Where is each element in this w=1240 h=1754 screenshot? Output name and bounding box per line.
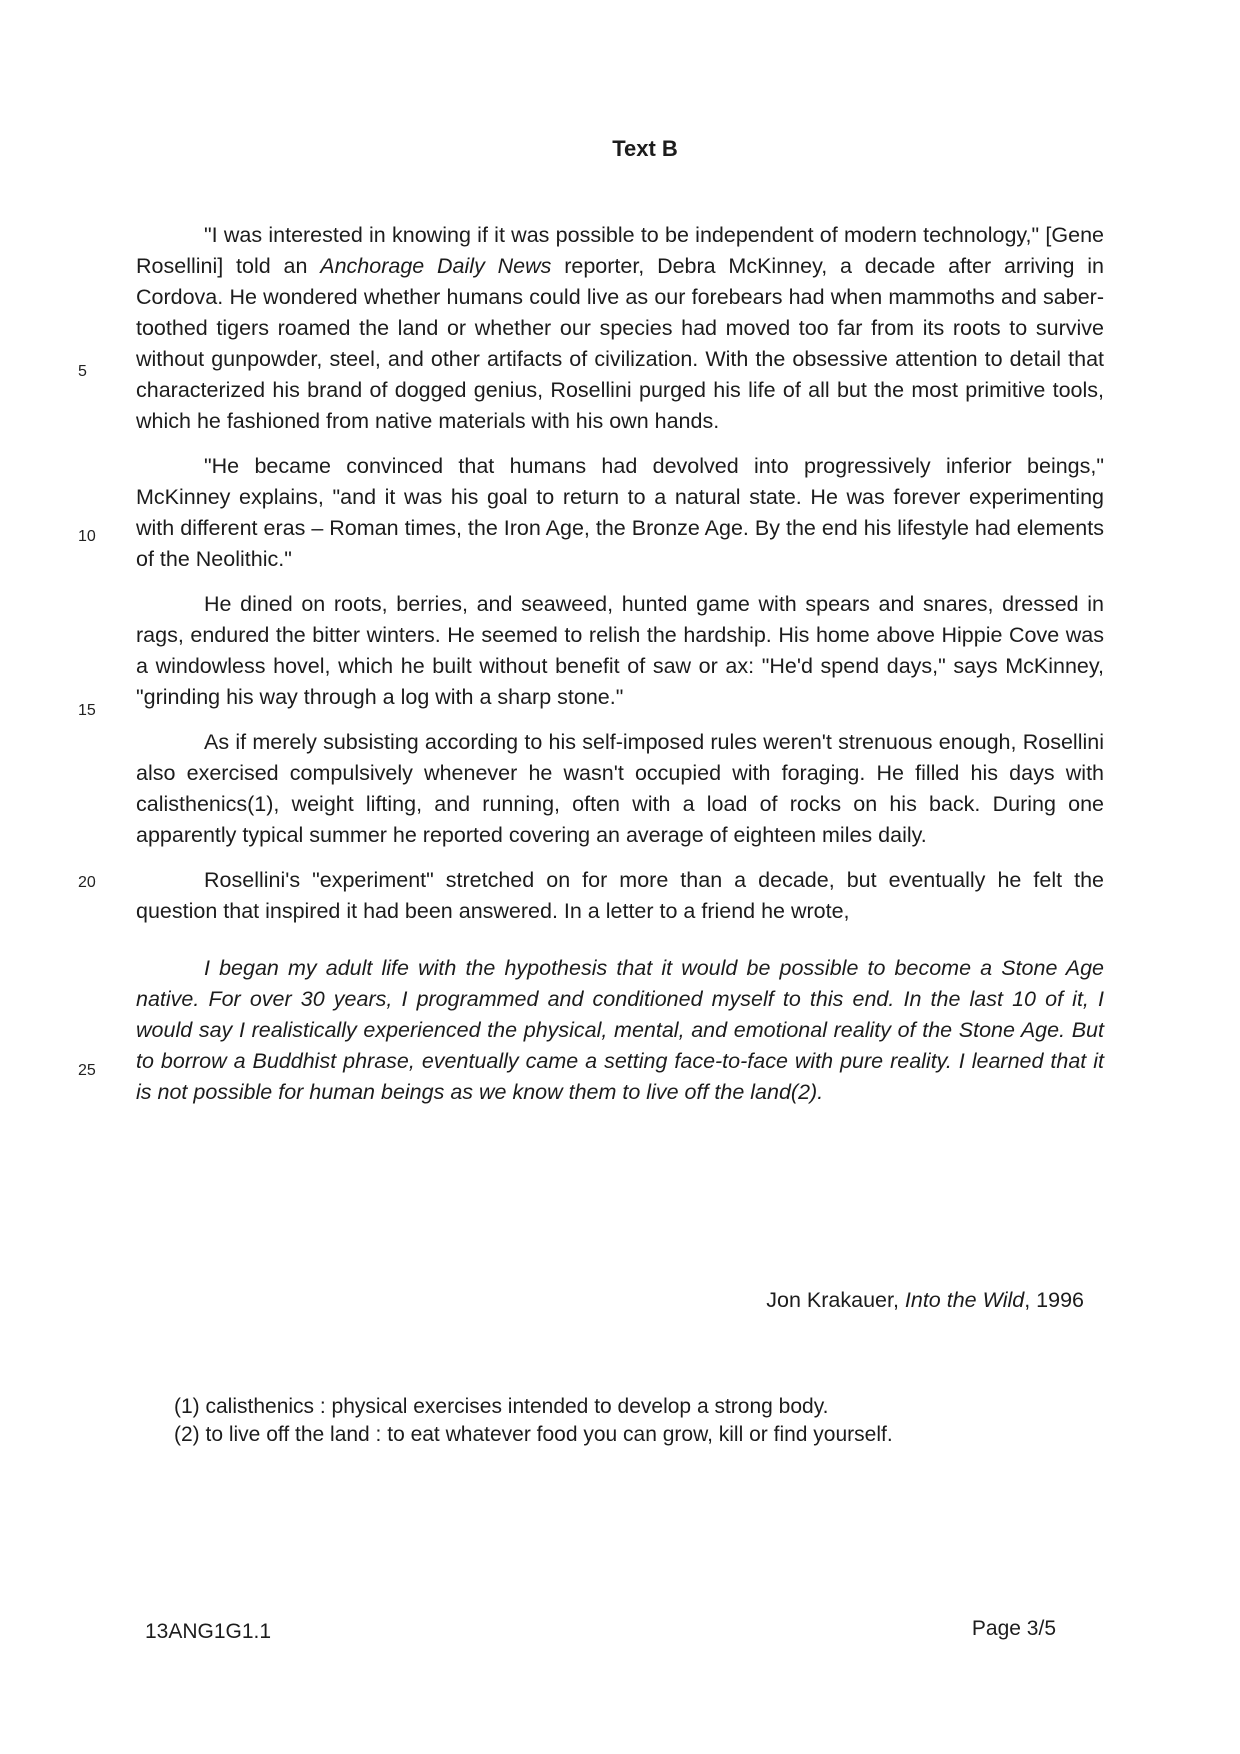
paragraph-text: "I was interested in knowing if it was possible to be independent of modern technology," [Gene Rosellini] told an bbox=[136, 223, 1104, 278]
paragraph-text: Rosellini's "experiment" stretched on for more than a decade, but eventually he felt the question that inspired it had been answered. In a letter to a friend he wrote, bbox=[136, 868, 1104, 923]
paragraph-1 bbox=[136, 220, 1104, 437]
page-number: Page 3/5 bbox=[971, 1617, 1056, 1640]
line-number: 20 bbox=[78, 874, 96, 891]
citation-year: , 1996 bbox=[1024, 1288, 1084, 1312]
line-number: 10 bbox=[78, 528, 96, 545]
paragraph-text: He dined on roots, berries, and seaweed, hunted game with spears and snares, dressed in rags, endured the bitter winters. He seemed to relish the hardship. His home above Hippie Cove was a windowless hovel, which he built without benefit of saw or ax: "He'd spend days," says McKinney, "grinding his way through a log with a sharp stone." bbox=[136, 592, 1104, 709]
paragraph-4 bbox=[136, 727, 1104, 851]
line-number: 5 bbox=[78, 363, 87, 380]
newspaper-title: Anchorage Daily News bbox=[320, 254, 552, 278]
footnotes bbox=[174, 1393, 893, 1449]
line-number: 25 bbox=[78, 1062, 96, 1079]
page-title: Text B bbox=[612, 136, 678, 161]
footnote-2: (2) to live off the land : to eat whatever food you can grow, kill or find yourself. bbox=[174, 1423, 893, 1446]
footnote-1: (1) calisthenics : physical exercises intended to develop a strong body. bbox=[174, 1395, 829, 1418]
article-body bbox=[136, 220, 1104, 1122]
line-number: 15 bbox=[78, 702, 96, 719]
citation bbox=[766, 1288, 1084, 1313]
paragraph-5 bbox=[136, 865, 1104, 927]
paragraph-2 bbox=[136, 451, 1104, 575]
paragraph-3 bbox=[136, 589, 1104, 713]
paragraph-text: "He became convinced that humans had devolved into progressively inferior beings," McKinney explains, "and it was his goal to return to a natural state. He was forever experimenting with different eras – Roman times, the Iron Age, the Bronze Age. By the end his lifestyle had elements of the Neolithic." bbox=[136, 454, 1104, 571]
citation-work: Into the Wild bbox=[904, 1288, 1025, 1312]
exam-code: 13ANG1G1.1 bbox=[145, 1620, 272, 1643]
letter-quote: I began my adult life with the hypothesis that it would be possible to become a Stone Age native. For over 30 years, I programmed and conditioned myself to this end. In the last 10 of it, I would say I realistically experienced the physical, mental, and emotional reality of the Stone Age. But to borrow a Buddhist phrase, eventually came a setting face-to-face with pure reality. I learned that it is not possible for human beings as we know them to live off the land(2). bbox=[136, 956, 1104, 1104]
citation-author: Jon Krakauer, bbox=[766, 1288, 905, 1312]
paragraph-text: reporter, Debra McKinney, a decade after arriving in Cordova. He wondered whether humans could live as our forebears had when mammoths and saber-toothed tigers roamed the land or whether our species had moved too far from its roots to survive without gunpowder, steel, and other artifacts of civilization. With the obsessive attention to detail that characterized his brand of dogged genius, Rosellini purged his life of all but the most primitive tools, which he fashioned from native materials with his own hands. bbox=[136, 254, 1104, 433]
paragraph-text: As if merely subsisting according to his self-imposed rules weren't strenuous enough, Rosellini also exercised compulsively whenever he wasn't occupied with foraging. He filled his days with calisthenics(1), weight lifting, and running, often with a load of rocks on his back. During one apparently typical summer he reported covering an average of eighteen miles daily. bbox=[136, 730, 1104, 847]
